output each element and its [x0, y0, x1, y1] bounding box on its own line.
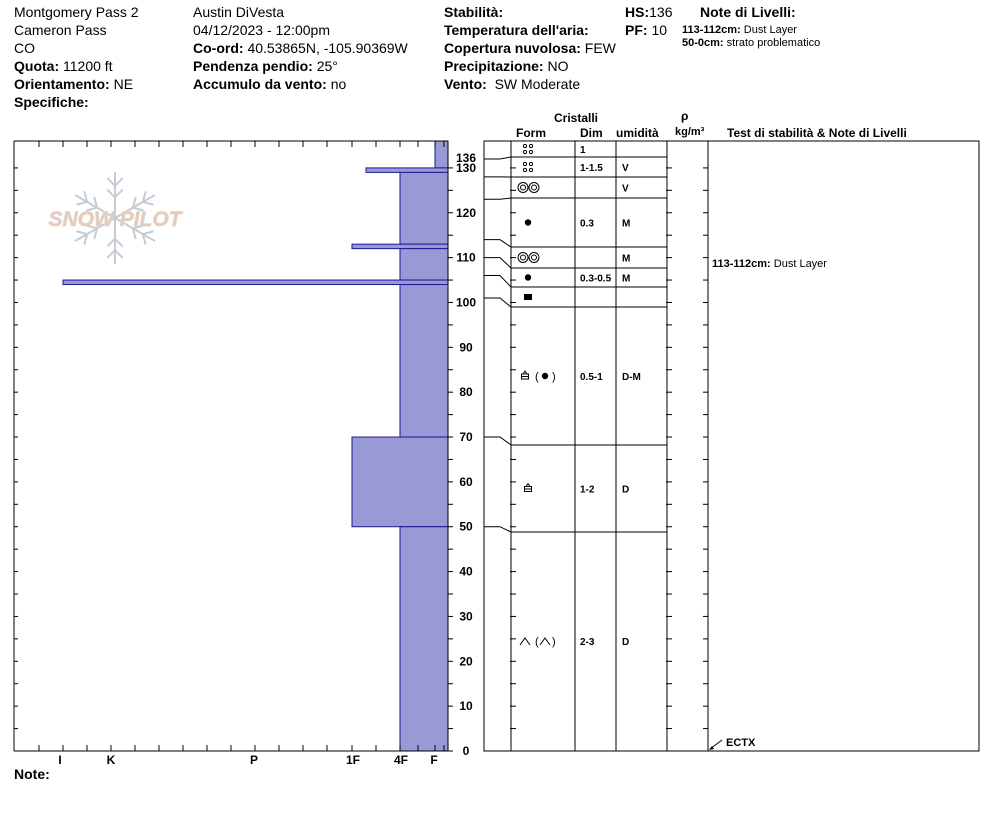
dim-header: Dim	[580, 126, 603, 140]
wetness-header: umidità	[616, 126, 659, 140]
paren-close: )	[552, 371, 556, 383]
crystal-wetness: M	[622, 273, 631, 285]
height-tick-label: 110	[456, 250, 476, 265]
hardness-layer	[400, 172, 448, 244]
snowflake-branch	[107, 239, 115, 247]
crystal-form-fc	[522, 371, 529, 379]
cristalli-header: Cristalli	[554, 111, 599, 125]
crystal-wetness: V	[622, 163, 629, 174]
layer-connector	[484, 240, 511, 247]
crystal-form-mf	[518, 183, 539, 193]
elevation-value: 11200 ft	[63, 58, 113, 74]
slope-value: 25°	[316, 58, 338, 74]
layer-connector	[484, 258, 511, 268]
layer-note-range: 113-112cm:	[682, 24, 741, 36]
hardness-layer	[63, 280, 448, 284]
crystal-form-rg	[525, 219, 531, 225]
snowpilot-logo	[49, 172, 184, 264]
wind-loading-label: Accumulo da vento:	[193, 76, 327, 92]
crystal-form-rg	[542, 373, 548, 379]
height-tick-label: 10	[459, 699, 473, 714]
tests-header: Test di stabilità & Note di Livelli	[727, 126, 907, 140]
snowflake-branch	[115, 250, 123, 258]
crystal-wetness: D	[622, 637, 630, 648]
height-tick-label: 30	[459, 609, 473, 624]
crystal-size: 0.3	[580, 218, 594, 230]
coord-value: 40.53865N, -105.90369W	[247, 40, 408, 56]
slope-label: Pendenza pendio:	[193, 58, 313, 74]
layer-note-range: 50-0cm:	[682, 37, 724, 49]
test-note-text: Dust Layer	[770, 258, 827, 270]
hardness-layer	[400, 285, 448, 438]
crystal-size: 2-3	[580, 637, 595, 648]
snowflake-branch	[107, 190, 115, 198]
snowflake-branch	[143, 231, 154, 234]
pf-label: PF:	[625, 22, 648, 38]
snowflake-branch	[143, 202, 154, 205]
test-note-range: 113-112cm:	[712, 258, 771, 270]
layer-connector	[484, 527, 511, 532]
hardness-layer	[352, 244, 448, 248]
crystal-wetness: M	[622, 218, 631, 230]
observer: Austin DiVesta	[193, 4, 285, 20]
hardness-layer	[352, 437, 448, 527]
crystal-size: 1-2	[580, 484, 595, 496]
crystal-form-rg	[525, 274, 531, 280]
height-tick-label: 90	[459, 340, 473, 355]
hardness-layer	[366, 168, 448, 172]
wind-loading-value: no	[330, 76, 347, 92]
snowflake-branch	[107, 178, 115, 186]
layer-note-text: Dust Layer	[743, 24, 797, 36]
height-tick-label: 70	[459, 430, 473, 445]
form-header: Form	[516, 126, 546, 140]
hardness-layer	[400, 249, 448, 280]
hardness-tick-label: K	[106, 753, 116, 767]
wind-label: Vento:	[444, 76, 487, 92]
note-label: Note:	[14, 766, 50, 782]
coord-label: Co-ord:	[193, 40, 244, 56]
layer-note-text: strato problematico	[726, 37, 821, 49]
crystal-wetness: D	[622, 484, 630, 496]
height-tick-label: 20	[459, 654, 473, 669]
site-name: Montgomery Pass 2	[14, 4, 139, 20]
crystal-form-mf	[518, 253, 539, 263]
height-tick-label: 50	[459, 519, 473, 534]
hardness-tick-label: 1F	[345, 753, 361, 767]
height-tick-label: 130	[455, 160, 477, 175]
precip-value: NO	[547, 58, 569, 74]
crystal-size: 0.5-1	[580, 372, 603, 383]
height-tick-label: 120	[455, 205, 477, 220]
hardness-tick-label: P	[249, 753, 259, 767]
density-unit: kg/m³	[675, 126, 705, 138]
crystal-form-df	[523, 144, 532, 153]
cloud-value: FEW	[584, 40, 616, 56]
snowflake-branch	[115, 178, 123, 186]
crystal-form-df	[523, 162, 532, 171]
crystal-form-fc	[525, 484, 532, 492]
crystal-form-dh	[540, 638, 550, 645]
paren-open: (	[535, 371, 539, 383]
datetime: 04/12/2023 - 12:00pm	[193, 22, 330, 38]
crystal-size: 1	[580, 145, 586, 156]
density-symbol: ρ	[681, 109, 689, 123]
aspect-value: NE	[113, 76, 134, 92]
stability-label: Stabilità:	[444, 4, 504, 20]
area-name: Cameron Pass	[14, 22, 107, 38]
height-tick-label: 100	[455, 295, 477, 310]
paren-open: (	[535, 636, 539, 648]
crystal-size: 0.3-0.5	[580, 273, 612, 285]
hardness-tick-label: I	[58, 753, 62, 767]
aspect-label: Orientamento:	[14, 76, 110, 92]
hardness-tick-label: 4F	[393, 753, 409, 767]
wind-value: SW Moderate	[494, 76, 581, 92]
elevation-label: Quota:	[14, 58, 60, 74]
layer-notes-label: Note di Livelli:	[700, 4, 796, 20]
height-tick-label: 80	[459, 385, 473, 400]
crystal-form-dh	[520, 638, 530, 645]
logo-text: SNOW PILOT	[48, 208, 182, 231]
layer-connector	[484, 298, 511, 307]
cloud-label: Copertura nuvolosa:	[444, 40, 581, 56]
air-temp-label: Temperatura dell'aria:	[444, 22, 589, 38]
crystal-table	[484, 141, 979, 751]
test-note	[712, 258, 827, 270]
hardness-layer	[400, 527, 448, 751]
paren-close: )	[552, 636, 556, 648]
specifics-label: Specifiche:	[14, 94, 89, 110]
snowflake-branch	[115, 239, 123, 247]
test-result: ECTX	[726, 737, 756, 749]
snowflake-branch	[115, 190, 123, 198]
layer-connector	[484, 157, 511, 159]
snowflake-branch	[76, 231, 87, 234]
snowflake-branch	[107, 250, 115, 258]
crystal-wetness: D-M	[622, 372, 641, 383]
hs-value: 136	[649, 4, 673, 20]
state-name: CO	[14, 40, 35, 56]
pf-value: 10	[651, 22, 668, 38]
crystal-wetness: M	[622, 253, 631, 265]
hardness-layer	[435, 141, 448, 168]
height-tick-label: 60	[459, 474, 473, 489]
height-tick-label: 0	[462, 744, 470, 758]
layer-connector	[484, 437, 511, 445]
table-frame	[484, 141, 979, 751]
crystal-wetness: V	[622, 183, 629, 195]
layer-connector	[484, 198, 511, 199]
stability-tests	[709, 258, 827, 750]
layer-connectors	[484, 157, 511, 532]
height-tick-label: 40	[459, 564, 473, 579]
snowflake-branch	[76, 202, 87, 205]
layer-connector	[484, 276, 511, 287]
hardness-profile	[63, 141, 448, 751]
height-tick-label: 136	[455, 151, 477, 165]
crystal-size: 1-1.5	[580, 163, 603, 174]
hardness-tick-label: F	[430, 753, 438, 767]
crystal-form-mfcr	[524, 294, 532, 300]
precip-label: Precipitazione:	[444, 58, 544, 74]
hs-label: HS:	[625, 4, 650, 20]
